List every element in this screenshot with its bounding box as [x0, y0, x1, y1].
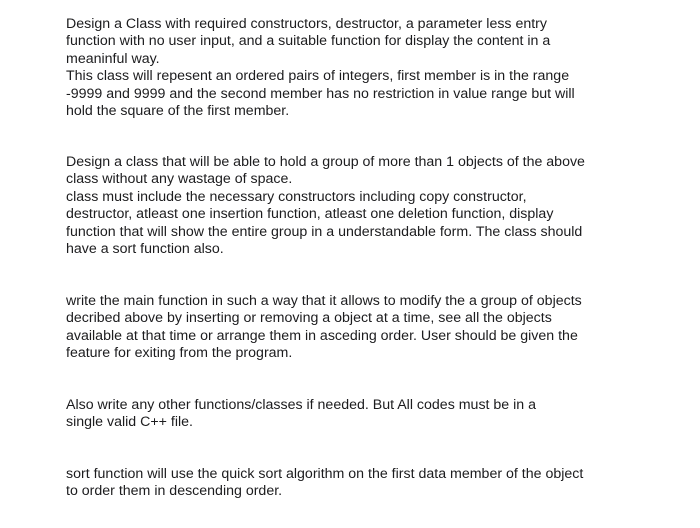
text-line: decribed above by inserting or removing a object at a time, see all the objects	[66, 310, 552, 327]
text-line: meaninful way.	[66, 50, 160, 67]
text-line: Design a Class with required constructors, destructor, a parameter less entry	[66, 16, 548, 32]
paragraph-sort-requirement	[66, 466, 686, 501]
text-line: class without any wastage of space.	[66, 171, 293, 188]
text-line: Design a class that will be able to hold a group of more than 1 objects of the above	[66, 154, 585, 170]
text-line: have a sort function also.	[66, 240, 224, 257]
text-line: single valid C++ file.	[66, 414, 193, 431]
text-line: to order them in descending order.	[66, 483, 283, 500]
text-line: class must include the necessary constructors including copy constructor,	[66, 188, 527, 205]
text-line: sort function will use the quick sort algorithm on the first data member of the object	[66, 466, 584, 482]
text-line: function that will show the entire group in a understandable form. The class should	[66, 223, 583, 240]
text-line: available at that time or arrange them in asceding order. User should be given the	[66, 327, 578, 344]
text-line: This class will repesent an ordered pairs of integers, first member is in the range	[66, 68, 570, 85]
text-line: function with no user input, and a suitable function for display the content in a	[66, 33, 551, 50]
text-line: hold the square of the first member.	[66, 102, 290, 119]
text-line: Also write any other functions/classes if needed. But All codes must be in a	[66, 397, 537, 413]
text-line: feature for exiting from the program.	[66, 345, 293, 362]
text-line: -9999 and 9999 and the second member has no restriction in value range but will	[66, 85, 575, 102]
text-line: destructor, atleast one insertion function, atleast one deletion function, display	[66, 206, 554, 223]
paragraph-single-file-requirement	[66, 397, 686, 432]
text-line: write the main function in such a way that it allows to modify the a group of objects	[66, 293, 582, 309]
paragraph-class-requirements	[66, 16, 686, 120]
paragraph-main-function-requirements	[66, 293, 686, 363]
paragraph-group-class-requirements	[66, 154, 686, 258]
